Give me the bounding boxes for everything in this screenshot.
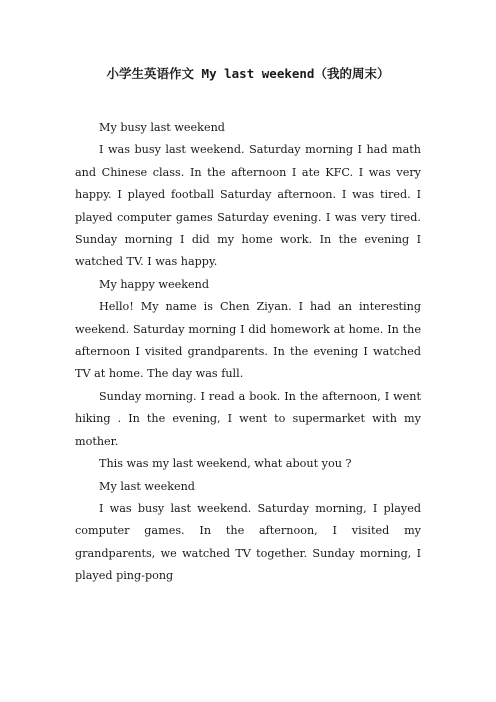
document-title: 小学生英语作文 My last weekend（我的周末） xyxy=(106,66,390,81)
paragraph-sunday: Sunday morning. I read a book. In the afternoon, I went hiking . In the evening, I went to supermarket with my mother. xyxy=(75,389,421,448)
paragraph-heading-busy-weekend: My busy last weekend xyxy=(99,121,225,134)
document-body xyxy=(75,117,421,588)
paragraph-busy-weekend: I was busy last weekend. Saturday morning I had math and Chinese class. In the afternoon I ate KFC. I was very happy. I played football Saturday afternoon. I was tired. I played computer games Saturday evening. I was very tired. Sunday morning I did my home work. In the evening I watched TV. I was happy. xyxy=(75,143,421,269)
paragraph-happy-weekend: Hello! My name is Chen Ziyan. I had an interesting weekend. Saturday morning I did homework at home. In the afternoon I visited grandparents. In the evening I watched TV at home. The day was full. xyxy=(75,300,421,381)
paragraph-heading-happy-weekend: My happy weekend xyxy=(99,277,209,291)
paragraph-closing-question: This was my last weekend, what about you ? xyxy=(99,457,352,471)
paragraph-heading-last-weekend: My last weekend xyxy=(99,479,195,493)
paragraph-last-weekend: I was busy last weekend. Saturday morning, I played computer games. In the afternoon, I visited my grandparents, we watched TV together. Sunday morning, I played ping-pong xyxy=(75,501,421,583)
